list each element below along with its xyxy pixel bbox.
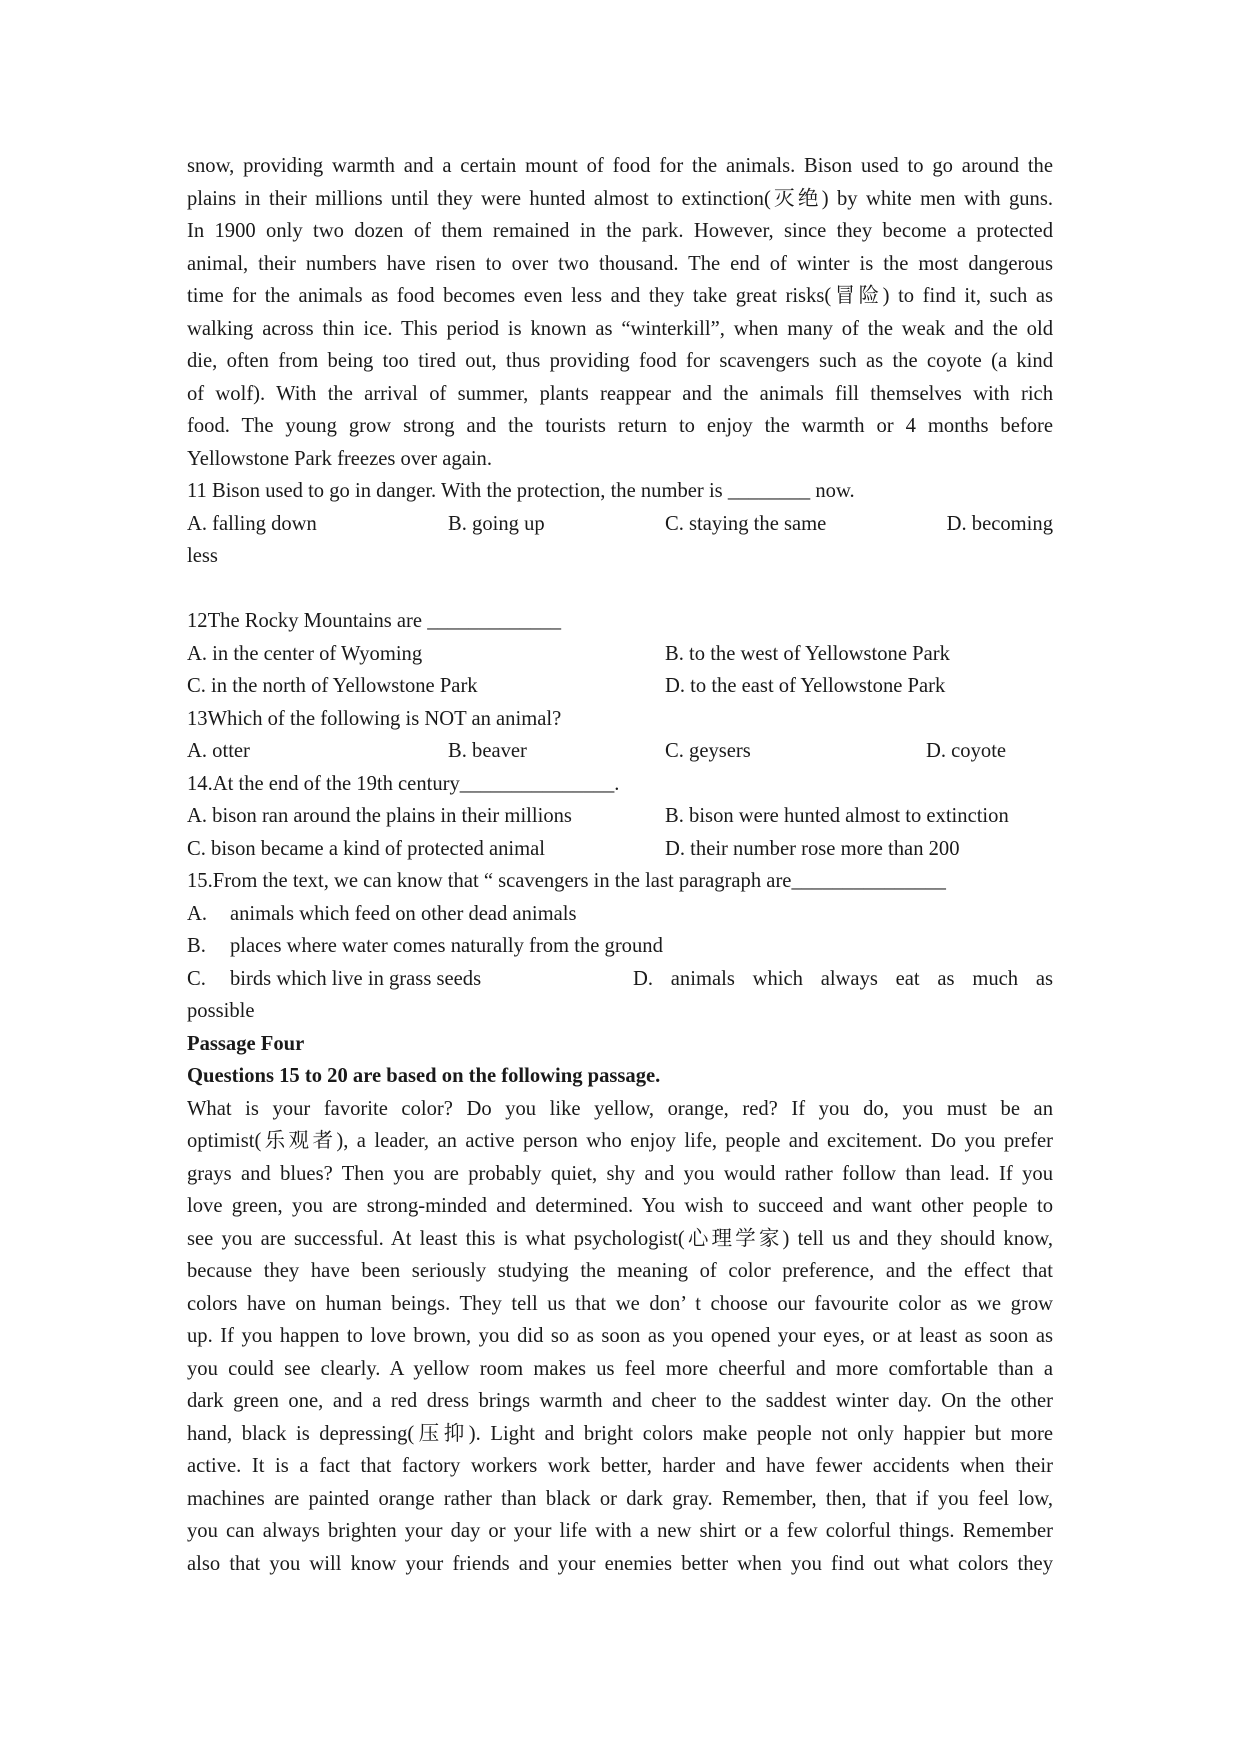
- passage-line: hand, black is depressing(压抑). Light and bright colors make people not only happier but more: [187, 1422, 1053, 1445]
- passage-line: because they have been seriously studying the meaning of color preference, and the effect that: [187, 1260, 1053, 1282]
- option-c: C. geysers: [665, 740, 751, 762]
- option-d: D. their number rose more than 200: [665, 837, 960, 860]
- option-b: B. to the west of Yellowstone Park: [665, 642, 950, 665]
- question-stem: 11 Bison used to go in danger. With the protection, the number is ________ now.: [187, 480, 855, 502]
- question-stem: 13Which of the following is NOT an animal?: [187, 707, 562, 730]
- passage-four: [187, 1028, 1053, 1581]
- passage-line: food. The young grow strong and the tourists return to enjoy the warmth or 4 months before: [187, 415, 1053, 437]
- passage-line: animal, their numbers have risen to over two thousand. The end of winter is the most dangerous: [187, 252, 1053, 275]
- option-d-wrap: possible: [187, 1000, 255, 1022]
- option-row: [187, 670, 1053, 703]
- passage-line: walking across thin ice. This period is known as “winterkill”, when many of the weak and the old: [187, 317, 1053, 340]
- option-d: D. to the east of Yellowstone Park: [665, 675, 946, 697]
- option-row: [187, 735, 1053, 768]
- question-12: [187, 605, 1053, 703]
- option-a: A. in the center of Wyoming: [187, 642, 423, 665]
- option-letter: A.: [187, 902, 208, 925]
- passage-line: love green, you are strong-minded and determined. You wish to succeed and want other people to: [187, 1195, 1053, 1217]
- passage-line: active. It is a fact that factory workers work better, harder and have fewer accidents when their: [187, 1455, 1053, 1477]
- passage-line: dark green one, and a red dress brings warmth and cheer to the saddest winter day. On the other: [187, 1390, 1053, 1412]
- question-14: [187, 768, 1053, 866]
- option-text: places where water comes naturally from the ground: [230, 935, 663, 957]
- question-stem: 12The Rocky Mountains are _____________: [187, 610, 562, 632]
- option-c: C. bison became a kind of protected animal: [187, 837, 545, 860]
- passage-line: optimist(乐观者), a leader, an active person who enjoy life, people and excitement. Do you prefer: [187, 1130, 1053, 1152]
- option-c-text: birds which live in grass seeds: [230, 967, 482, 990]
- passage-line: you can always brighten your day or your life with a new shirt or a few colorful things. Remember: [187, 1520, 1053, 1542]
- passage-three-tail: [187, 150, 1053, 475]
- option-c-d-row: [187, 963, 1053, 996]
- passage-line: grays and blues? Then you are probably quiet, shy and you would rather follow than lead. If you: [187, 1162, 1053, 1185]
- option-letter: B.: [187, 935, 206, 957]
- option-b: B. going up: [448, 512, 545, 535]
- passage-line: colors have on human beings. They tell us that we don’ t choose our favourite color as we grow: [187, 1292, 1053, 1315]
- passage-line: plains in their millions until they were hunted almost to extinction(灭绝) by white men with guns.: [187, 187, 1053, 210]
- passage-line: you could see clearly. A yellow room makes us feel more cheerful and more comfortable than a: [187, 1357, 1053, 1380]
- option-d: D. animals which always eat as much as: [633, 967, 1053, 990]
- option-row: [187, 833, 1053, 866]
- option-c: C. in the north of Yellowstone Park: [187, 675, 478, 697]
- passage-line: machines are painted orange rather than black or dark gray. Remember, then, that if you feel low,: [187, 1487, 1053, 1510]
- document-page: [187, 150, 1053, 1580]
- option-a: A. bison ran around the plains in their millions: [187, 805, 572, 827]
- option-a: A. falling down: [187, 512, 317, 535]
- passage-line: die, often from being too tired out, thus providing food for scavengers such as the coyote (a kind: [187, 350, 1053, 372]
- option-row: [187, 800, 1053, 833]
- question-stem: 14.At the end of the 19th century_______________.: [187, 772, 620, 795]
- section-heading: Passage Four: [187, 1032, 305, 1055]
- option-text: animals which feed on other dead animals: [230, 902, 577, 925]
- option-b: B. bison were hunted almost to extinction: [665, 805, 1009, 827]
- passage-line: up. If you happen to love brown, you did so as soon as you opened your eyes, or at least as soon as: [187, 1325, 1053, 1347]
- option-letter: C.: [187, 967, 206, 990]
- option-row: [187, 508, 1053, 541]
- passage-line: see you are successful. At least this is what psychologist(心理学家) tell us and they should know,: [187, 1227, 1053, 1250]
- option-row: [187, 638, 1053, 671]
- passage-line: time for the animals as food becomes even less and they take great risks(冒险) to find it, such as: [187, 285, 1053, 307]
- question-stem: 15.From the text, we can know that “ scavengers in the last paragraph are_______________: [187, 870, 946, 892]
- option-a: [187, 898, 1053, 931]
- blank-line: [187, 573, 1053, 606]
- passage-line: also that you will know your friends and your enemies better when you find out what colors they: [187, 1552, 1053, 1575]
- passage-line: In 1900 only two dozen of them remained in the park. However, since they become a protected: [187, 220, 1053, 242]
- question-15: [187, 865, 1053, 1028]
- option-c: C. staying the same: [665, 512, 827, 535]
- option-b: B. beaver: [448, 740, 527, 762]
- question-13: [187, 703, 1053, 768]
- passage-line: Yellowstone Park freezes over again.: [187, 447, 493, 470]
- passage-line: of wolf). With the arrival of summer, plants reappear and the animals fill themselves with rich: [187, 382, 1053, 405]
- question-11: [187, 475, 1053, 605]
- option-a: A. otter: [187, 740, 250, 762]
- option-b: [187, 930, 1053, 963]
- passage-line: snow, providing warmth and a certain mount of food for the animals. Bison used to go around the: [187, 155, 1053, 177]
- section-instruction: Questions 15 to 20 are based on the following passage.: [187, 1065, 661, 1087]
- option-d-wrap: less: [187, 545, 218, 567]
- option-d: D. becoming: [946, 512, 1053, 535]
- option-d: D. coyote: [926, 740, 1007, 762]
- passage-line: What is your favorite color? Do you like yellow, orange, red? If you do, you must be an: [187, 1097, 1053, 1120]
